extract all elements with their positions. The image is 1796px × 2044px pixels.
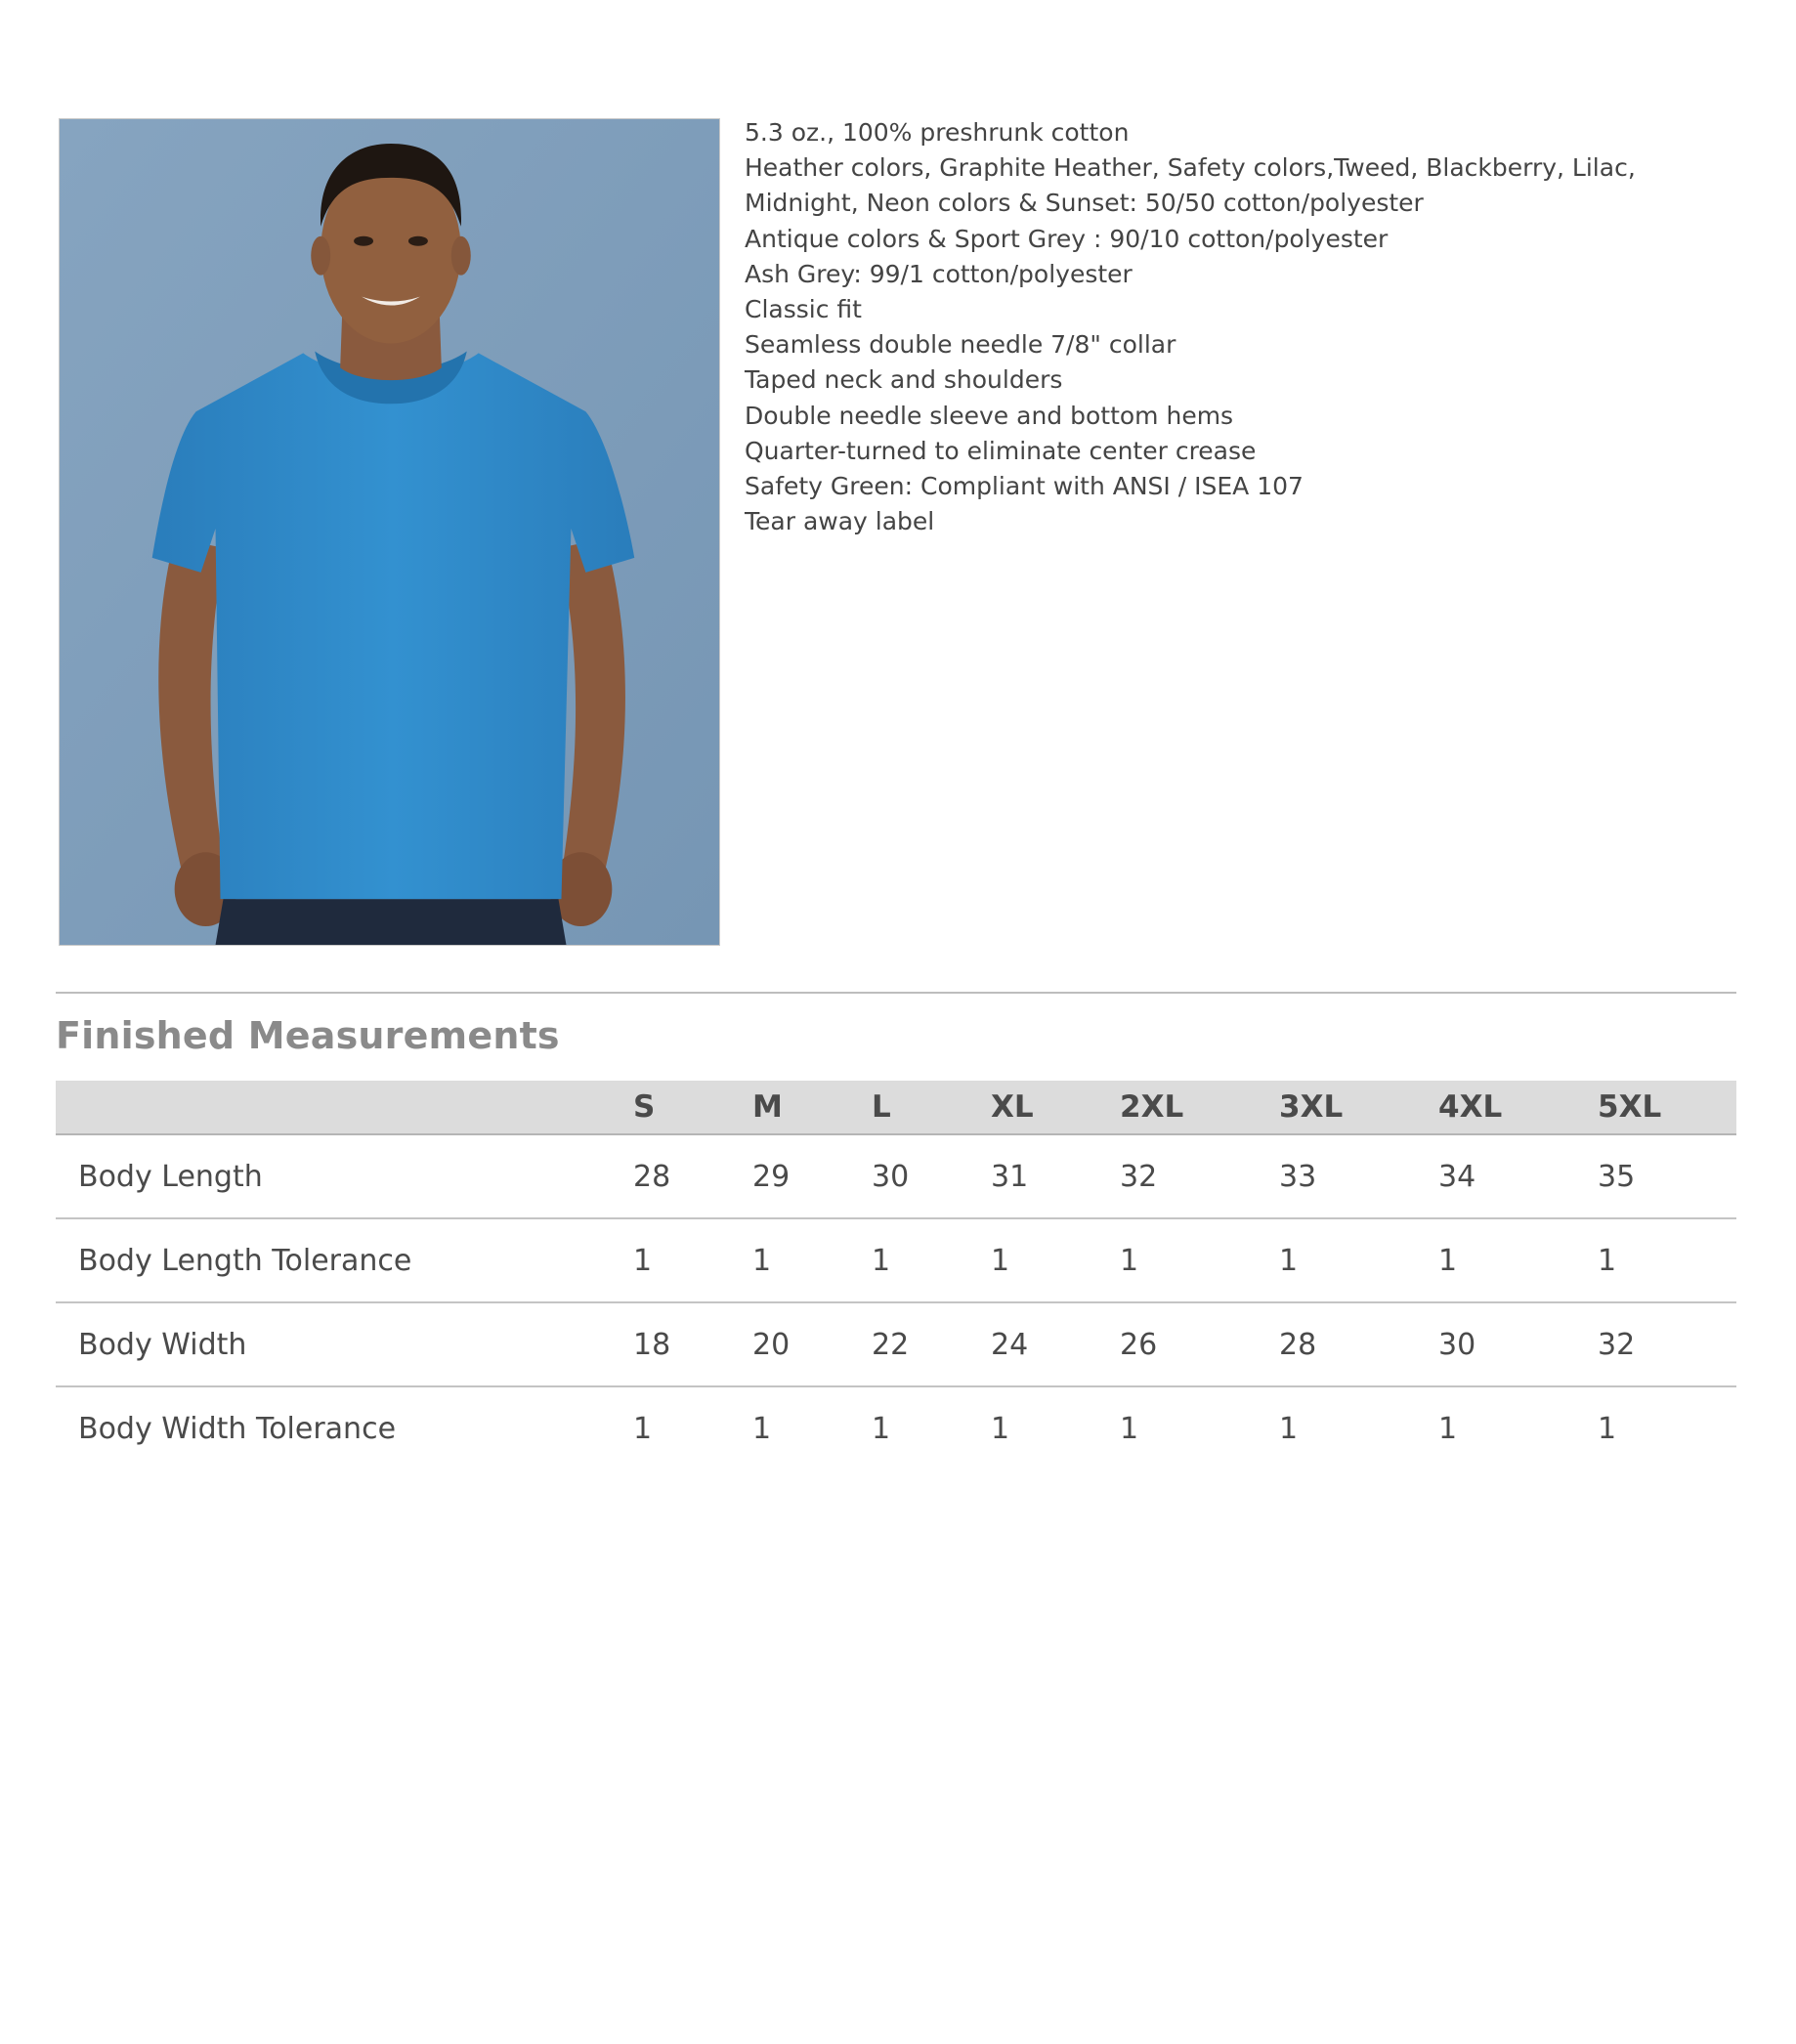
tshirt-model-illustration [60, 119, 719, 945]
value-cell: 30 [852, 1134, 971, 1218]
section-title: Finished Measurements [56, 1014, 560, 1057]
size-header: 5XL [1578, 1081, 1736, 1134]
value-cell: 18 [614, 1302, 733, 1386]
value-cell: 24 [971, 1302, 1100, 1386]
feature-item: Classic fit [745, 295, 862, 324]
feature-list [745, 115, 1761, 539]
size-header: M [733, 1081, 852, 1134]
value-cell: 1 [971, 1218, 1100, 1302]
value-cell: 1 [1438, 1411, 1458, 1446]
value-cell: 1 [752, 1411, 772, 1446]
value-cell: 1 [1120, 1411, 1139, 1446]
size-header: 3XL [1260, 1081, 1419, 1134]
feature-item: Quarter-turned to eliminate center crease [745, 436, 1257, 465]
value-cell: 1 [614, 1218, 733, 1302]
feature-item: 5.3 oz., 100% preshrunk cotton [745, 118, 1130, 147]
row-label: Body Length [56, 1134, 614, 1218]
feature-item: Safety Green: Compliant with ANSI / ISEA 107 [745, 472, 1304, 501]
header-label-cell [56, 1081, 614, 1134]
value-cell: 31 [971, 1134, 1100, 1218]
value-cell: 1 [1100, 1218, 1260, 1302]
feature-item: Heather colors, Graphite Heather, Safety colors,Tweed, Blackberry, Lilac, [745, 153, 1636, 183]
size-header: L [852, 1081, 971, 1134]
value-cell: 32 [1100, 1134, 1260, 1218]
section-divider [56, 992, 1736, 994]
row-label: Body Width Tolerance [78, 1411, 397, 1446]
value-cell: 26 [1100, 1302, 1260, 1386]
feature-item: Double needle sleeve and bottom hems [745, 401, 1234, 430]
row-label: Body Length Tolerance [56, 1218, 614, 1302]
value-cell: 35 [1578, 1134, 1736, 1218]
value-cell: 1 [872, 1411, 891, 1446]
value-cell: 1 [852, 1218, 971, 1302]
size-header: 4XL [1419, 1081, 1578, 1134]
size-header: XL [971, 1081, 1100, 1134]
feature-item: Tear away label [745, 507, 935, 536]
table-row [56, 1218, 1736, 1302]
value-cell: 1 [633, 1411, 653, 1446]
value-cell: 1 [733, 1218, 852, 1302]
value-cell: 1 [1598, 1411, 1617, 1446]
measurements-table [56, 1081, 1736, 1469]
value-cell: 22 [852, 1302, 971, 1386]
table-header-row [56, 1081, 1736, 1134]
value-cell: 28 [614, 1134, 733, 1218]
table-row [56, 1302, 1736, 1386]
value-cell: 28 [1260, 1302, 1419, 1386]
product-photo [59, 118, 720, 946]
feature-item: Midnight, Neon colors & Sunset: 50/50 cotton/polyester [745, 189, 1424, 218]
value-cell: 1 [1578, 1218, 1736, 1302]
table-row [56, 1134, 1736, 1218]
value-cell: 1 [1279, 1411, 1299, 1446]
value-cell: 30 [1419, 1302, 1578, 1386]
value-cell: 34 [1419, 1134, 1578, 1218]
feature-item: Seamless double needle 7/8" collar [745, 330, 1176, 360]
value-cell: 32 [1578, 1302, 1736, 1386]
value-cell: 1 [1419, 1218, 1578, 1302]
row-label: Body Width [56, 1302, 614, 1386]
value-cell: 29 [733, 1134, 852, 1218]
value-cell: 20 [733, 1302, 852, 1386]
size-header: 2XL [1100, 1081, 1260, 1134]
feature-item: Ash Grey: 99/1 cotton/polyester [745, 259, 1133, 288]
feature-item: Antique colors & Sport Grey : 90/10 cotton/polyester [745, 224, 1389, 253]
size-header: S [614, 1081, 733, 1134]
value-cell: 1 [1260, 1218, 1419, 1302]
value-cell: 33 [1260, 1134, 1419, 1218]
value-cell: 1 [991, 1411, 1010, 1446]
feature-item: Taped neck and shoulders [745, 365, 1063, 395]
table-row [56, 1386, 1736, 1469]
